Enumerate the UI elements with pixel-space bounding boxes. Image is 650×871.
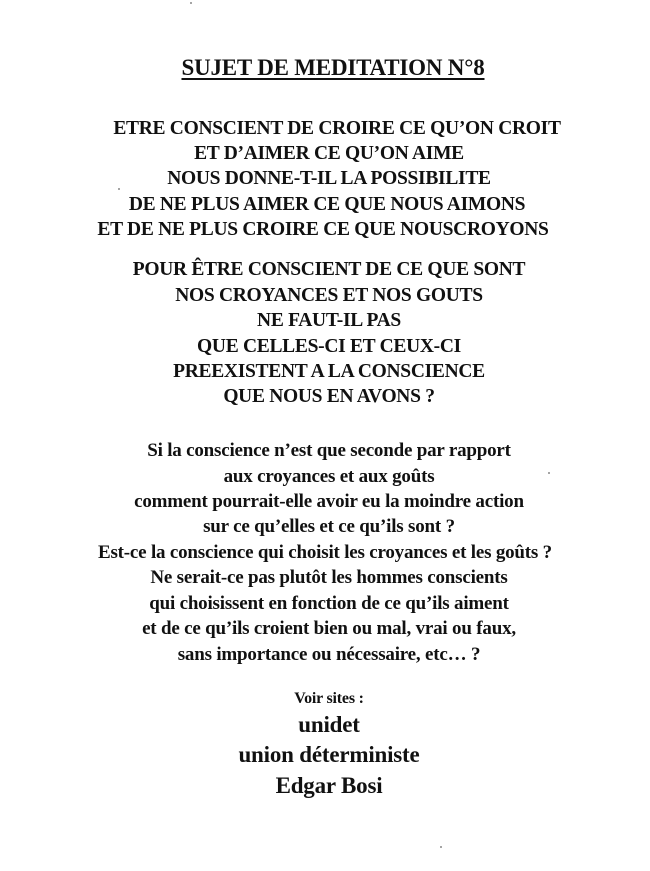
- paragraph2-line: QUE CELLES-CI ET CEUX-CI: [197, 336, 461, 357]
- paragraph1-line: NOUS DONNE-T-IL LA POSSIBILITE: [167, 168, 491, 189]
- paragraph3-line: Est-ce la conscience qui choisit les croyances et les goûts ?: [98, 542, 552, 563]
- scan-speck: [440, 846, 442, 848]
- paragraph1-line: ET DE NE PLUS CROIRE CE QUE NOUSCROYONS: [97, 219, 549, 240]
- page-title: SUJET DE MEDITATION N°8: [181, 55, 485, 80]
- paragraph2-line: NOS CROYANCES ET NOS GOUTS: [175, 285, 483, 306]
- paragraph3-line: sur ce qu’elles et ce qu’ils sont ?: [203, 516, 455, 537]
- paragraph1-line: ET D’AIMER CE QU’ON AIME: [194, 143, 464, 164]
- paragraph2-line: PREEXISTENT A LA CONSCIENCE: [173, 361, 485, 382]
- paragraph3-line: comment pourrait-elle avoir eu la moindre action: [134, 491, 524, 512]
- paragraph3-line: et de ce qu’ils croient bien ou mal, vrai ou faux,: [142, 618, 516, 639]
- paragraph3-line: sans importance ou nécessaire, etc… ?: [177, 644, 481, 665]
- author-name: Edgar Bosi: [275, 773, 383, 798]
- paragraph3-line: aux croyances et aux goûts: [223, 466, 435, 487]
- scan-speck: [190, 2, 192, 4]
- voir-sites-label: Voir sites :: [294, 690, 364, 707]
- paragraph3-line: qui choisissent en fonction de ce qu’ils aiment: [149, 593, 509, 614]
- paragraph1-line: DE NE PLUS AIMER CE QUE NOUS AIMONS: [128, 194, 526, 215]
- paragraph2-line: QUE NOUS EN AVONS ?: [223, 386, 435, 407]
- paragraph2-line: NE FAUT-IL PAS: [257, 310, 401, 331]
- paragraph3-line: Si la conscience n’est que seconde par rapport: [147, 440, 511, 461]
- paragraph2-line: POUR ÊTRE CONSCIENT DE CE QUE SONT: [132, 259, 526, 280]
- paragraph1-line: ETRE CONSCIENT DE CROIRE CE QU’ON CROIT: [113, 118, 561, 139]
- site-name: unidet: [298, 712, 360, 737]
- paragraph3-line: Ne serait-ce pas plutôt les hommes conscients: [150, 567, 508, 588]
- site-name: union déterministe: [238, 742, 420, 767]
- scan-speck: [548, 472, 550, 474]
- scan-speck: [118, 188, 120, 190]
